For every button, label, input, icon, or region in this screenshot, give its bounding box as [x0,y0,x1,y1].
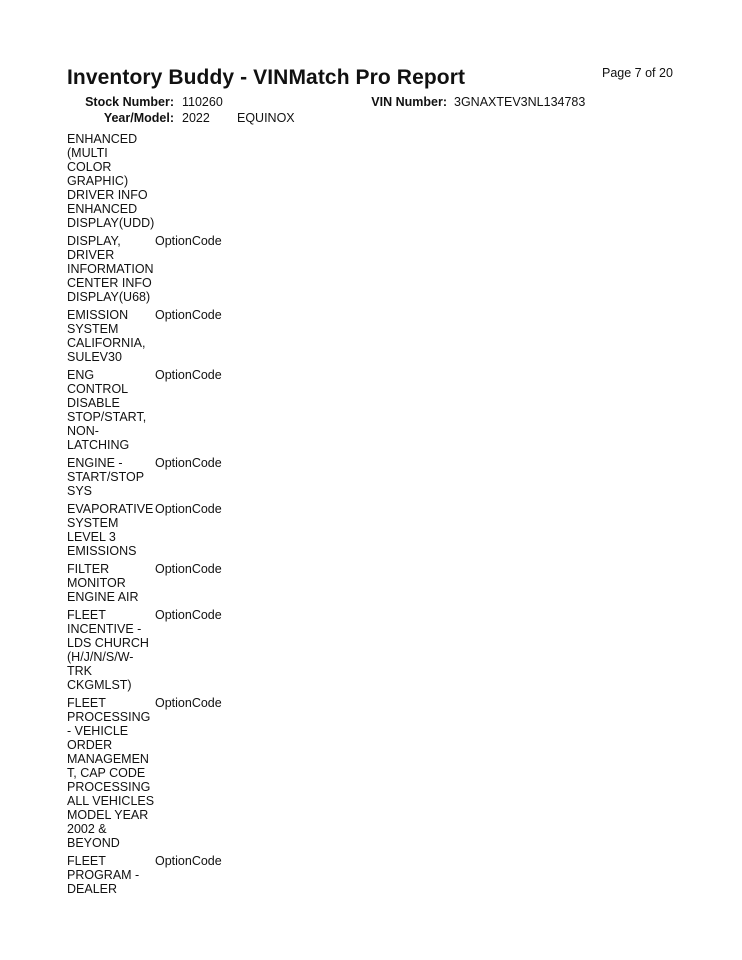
option-description-line: EVAPORATIVE [67,502,154,516]
option-description-line: PROGRAM - [67,868,140,882]
option-description-line: - VEHICLE [67,724,129,738]
vin-number-value: 3GNAXTEV3NL134783 [454,95,586,109]
option-description-line: INCENTIVE - [67,622,142,636]
option-row [67,132,222,234]
year-model-label: Year/Model: [103,111,174,125]
option-description-line: COLOR [67,160,112,174]
option-description-line: TRK [67,664,92,678]
option-type: OptionCode [155,696,222,710]
option-description-line: DRIVER INFO [67,188,148,202]
option-description-line: ENGINE AIR [67,590,139,604]
option-description-line: PROCESSING [67,710,151,724]
option-description [67,854,155,896]
option-description-line: NON- [67,424,99,438]
option-type: OptionCode [155,456,222,470]
option-description-line: FLEET [67,696,106,710]
option-description-line: DISABLE [67,396,120,410]
option-description-line: DISPLAY(U68) [67,290,151,304]
option-description-line: (H/J/N/S/W- [67,650,134,664]
option-description-line: SYSTEM [67,516,119,530]
option-description-line: SYS [67,484,93,498]
option-type: OptionCode [155,854,222,868]
option-description-line: CKGMLST) [67,678,132,692]
option-list [67,132,222,900]
option-description-line: SULEV30 [67,350,122,364]
option-description-line: START/STOP [67,470,145,484]
option-type: OptionCode [155,308,222,322]
option-row [67,854,222,900]
option-description [67,562,155,604]
option-row [67,562,222,608]
option-description-line: MANAGEMEN [67,752,149,766]
option-description [67,456,155,498]
option-description-line: 2002 & [67,822,107,836]
option-description-line: GRAPHIC) [67,174,129,188]
option-type: OptionCode [155,608,222,622]
report-title: Inventory Buddy - VINMatch Pro Report [67,66,466,89]
stock-number-label: Stock Number: [85,95,174,109]
option-type: OptionCode [155,368,222,382]
option-row [67,456,222,502]
option-row [67,308,222,368]
option-description [67,608,155,692]
option-description [67,308,155,364]
option-description-line: DRIVER [67,248,115,262]
page-number: Page 7 of 20 [602,66,673,80]
option-description-line: DISPLAY(UDD) [67,216,155,230]
option-type: OptionCode [155,502,222,516]
option-description-line: T, CAP CODE [67,766,146,780]
option-description-line: CALIFORNIA, [67,336,146,350]
vin-number-label: VIN Number: [371,95,447,109]
option-description-line: MONITOR [67,576,126,590]
option-description-line: ENGINE - [67,456,123,470]
option-description-line: PROCESSING [67,780,151,794]
option-description [67,368,155,452]
option-description-line: FLEET [67,854,106,868]
option-description-line: BEYOND [67,836,120,850]
option-description-line: FILTER [67,562,110,576]
option-description-line: ALL VEHICLES [67,794,155,808]
option-description [67,696,155,850]
option-description-line: LATCHING [67,438,130,452]
year-value: 2022 [182,111,210,125]
option-row [67,608,222,696]
option-description-line: ORDER [67,738,113,752]
option-type: OptionCode [155,234,222,248]
option-description-line: STOP/START, [67,410,147,424]
option-description-line: ENG [67,368,95,382]
option-description [67,234,155,304]
option-row [67,368,222,456]
option-description-line: EMISSION [67,308,129,322]
option-description-line: ENHANCED [67,202,138,216]
option-description-line: DISPLAY, [67,234,121,248]
stock-number-value: 110260 [182,95,223,109]
option-description-line: LEVEL 3 [67,530,116,544]
option-description [67,502,155,558]
option-description-line: INFORMATION [67,262,154,276]
option-description-line: LDS CHURCH [67,636,149,650]
option-row [67,502,222,562]
option-description-line: FLEET [67,608,106,622]
option-description [67,132,155,230]
option-description-line: MODEL YEAR [67,808,149,822]
option-type: OptionCode [155,562,222,576]
option-description-line: CONTROL [67,382,129,396]
option-row [67,696,222,854]
model-value: EQUINOX [237,111,295,125]
option-description-line: CENTER INFO [67,276,152,290]
option-description-line: ENHANCED [67,132,138,146]
option-description-line: EMISSIONS [67,544,137,558]
option-description-line: SYSTEM [67,322,119,336]
option-row [67,234,222,308]
option-description-line: (MULTI [67,146,108,160]
option-description-line: DEALER [67,882,118,896]
